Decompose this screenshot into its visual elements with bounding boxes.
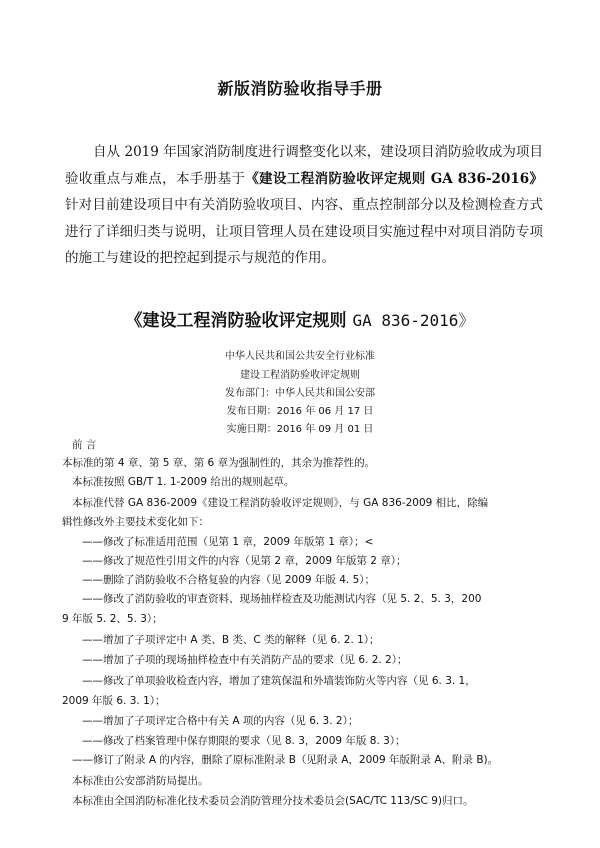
change-item: ——修改了消防验收的审查资料、现场抽样检查及功能测试内容（见 5. 2、5. 3，200: [82, 593, 482, 605]
preface-paragraph: 本标准代替 GA 836-2009《建设工程消防验收评定规则》，与 GA 836-2009 相比，除编: [72, 497, 489, 509]
change-item: ——修改了标准适用范围（见第 1 章，2009 年版第 1 章）；<: [82, 536, 374, 548]
intro-standard-reference: 《建设工程消防验收评定规则 GA 836-2016》: [245, 170, 543, 187]
change-item: ——修改了规范性引用文件的内容（见第 2 章，2009 年版第 2 章）；: [82, 555, 407, 567]
change-item: ——修改了单项验收检查内容，增加了建筑保温和外墙装饰防火等内容（见 6. 3. 1，: [82, 675, 476, 687]
standard-title: [0, 306, 600, 331]
change-item: ——增加了子项的现场抽样检查中有关消防产品的要求（见 6. 2. 2）；: [82, 654, 408, 666]
change-item: ——增加了子项评定中 A 类、B 类、C 类的解释（见 6. 2. 1）；: [82, 634, 380, 646]
preface-paragraph: 本标准由全国消防标准化技术委员会消防管理分技术委员会(SAC/TC 113/SC 9)归口。: [72, 795, 474, 807]
change-item: ——修订了附录 A 的内容，删除了原标准附录 B（见附录 A，2009 年版附录 A、附录 B)。: [72, 754, 499, 766]
intro-paragraph: [65, 139, 543, 272]
meta-line-category: 中华人民共和国公共安全行业标准: [225, 351, 375, 362]
change-item: ——删除了消防验收不合格复验的内容（见 2009 年版 4. 5）；: [82, 574, 376, 586]
change-item: ——修改了档案管理中保存期限的要求（见 8. 3，2009 年版 8. 3）；: [82, 735, 406, 747]
standard-title-name: 《建设工程消防验收评定规则: [125, 311, 347, 331]
preface-paragraph: 本标准由公安部消防局提出。: [72, 775, 209, 787]
intro-text-1: 自从 2019 年国家消防制度进行调整变化以来，建设项目消防验收成为项目验收重点与难点，本手册基于: [65, 144, 543, 187]
change-item-continued: 2009 年版 6. 3. 1）；: [62, 695, 166, 707]
intro-text-2: 针对目前建设项目中有关消防验收项目、内容、重点控制部分以及检测检查方式进行了详细归类与说明，让项目管理人员在建设项目实施过程中对项目消防专项的施工与建设的把控起到提示与规范的作用。: [65, 197, 543, 266]
meta-line-release-date: 发布日期：2016 年 06 月 17 日: [226, 406, 374, 417]
meta-line-effective-date: 实施日期：2016 年 09 月 01 日: [226, 424, 374, 435]
meta-line-publisher: 发布部门：中华人民共和国公安部: [225, 388, 375, 399]
change-item-continued: 9 年版 5. 2、5. 3）；: [62, 613, 163, 625]
preface-paragraph: 本标准按照 GB/T 1. 1-2009 给出的规则起草。: [72, 476, 295, 488]
preface-heading: 前 言: [72, 439, 97, 451]
page-title: 新版消防验收指导手册: [217, 79, 383, 98]
change-item: ——增加了子项评定合格中有关 A 项的内容（见 6. 3. 2）；: [82, 715, 359, 727]
meta-line-name: 建设工程消防验收评定规则: [240, 370, 360, 381]
preface-paragraph: 本标准的第 4 章、第 5 章、第 6 章为强制性的，其余为推荐性的。: [62, 457, 376, 469]
preface-paragraph: 辑性修改外主要技术变化如下：: [62, 516, 209, 528]
standard-title-code: GA 836-2016》: [352, 311, 475, 330]
